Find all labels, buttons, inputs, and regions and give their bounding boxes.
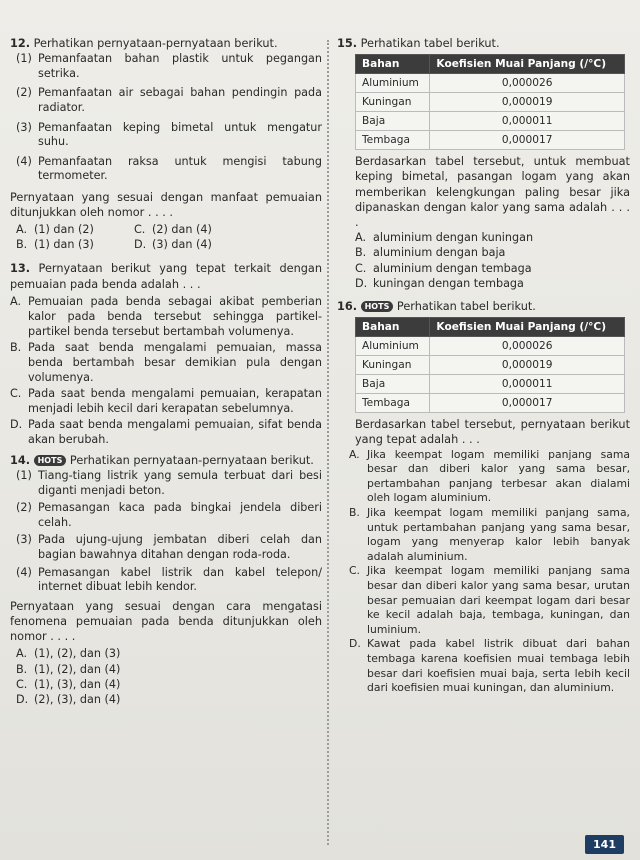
answer-option[interactable]: C. Jika keempat logam memiliki panjang sama besar dan diberi kalor yang sama besar, urutan besar pemuaian dari keempat logam dari besar ke kecil adalah baja, tembaga, kuningan, dan luminium. (349, 564, 630, 636)
answer-option[interactable]: B. Jika keempat logam memiliki panjang sama, untuk pertambahan panjang yang sama besar, logam yang menyerap kalor lebih banyak adalah aluminium. (349, 506, 630, 563)
question-stem: Perhatikan pernyataan-pernyataan berikut. (33, 37, 278, 50)
answer-option[interactable]: B. aluminium dengan baja (355, 246, 506, 260)
table-row: Aluminium 0,000026 (356, 337, 625, 356)
answer-option[interactable]: A. (1), (2), dan (3) (16, 647, 121, 661)
table-row: Kuningan 0,000019 (356, 356, 625, 375)
answer-option[interactable]: D. Kawat pada kabel listrik dibuat dari bahan tembaga karena koefisien muai tembaga lebih besar dari koefisien muai baja, serta lebih kecil dari koefisien muai kuningan, dan aluminium. (349, 637, 630, 695)
answer-option[interactable]: A. (1) dan (2) (16, 223, 94, 237)
answer-option[interactable]: C. (2) dan (4) (134, 223, 212, 237)
answer-options (10, 646, 322, 707)
question-14 (10, 453, 322, 707)
answer-option[interactable]: A. Jika keempat logam memiliki panjang sama besar dan diberi kalor yang sama besar, pertambahan panjang terbesar akan dialami oleh logam aluminium. (349, 447, 630, 505)
column-header: Bahan (356, 318, 430, 337)
right-column (337, 36, 630, 696)
page-number: 141 (585, 835, 624, 854)
statement-item: (3) Pemanfaatan keping bimetal untuk mengatur suhu. (16, 120, 322, 149)
answer-option[interactable]: D. (2), (3), dan (4) (16, 692, 121, 706)
question-number: 13. (10, 262, 31, 276)
table-header-row (356, 318, 625, 337)
answer-options (16, 222, 322, 252)
column-divider (327, 40, 329, 845)
question-prompt: Pernyataan yang sesuai dengan cara mengatasi fenomena pemuaian pada benda ditunjukkan oleh nomor . . . . (10, 599, 322, 644)
question-stem: Perhatikan tabel berikut. (360, 37, 500, 50)
answer-options (337, 230, 630, 291)
question-stem: Pernyataan berikut yang tepat terkait dengan pemuaian pada benda adalah . . . (10, 262, 322, 291)
statement-item: (4) Pemasangan kabel listrik dan kabel telepon/ internet dibuat lebih kendor. (16, 565, 322, 594)
question-number: 14. (10, 453, 31, 467)
table-row: Tembaga 0,000017 (356, 131, 625, 150)
answer-option[interactable]: A. Pemuaian pada benda sebagai akibat pemberian kalor pada benda tersebut sehingga partikel-partikel benda tersebut bertambah volumenya. (10, 294, 322, 338)
table-row: Baja 0,000011 (356, 375, 625, 394)
left-column (10, 36, 322, 707)
answer-option[interactable]: B. (1) dan (3) (16, 238, 94, 252)
statement-item: (1) Tiang-tiang listrik yang semula terbuat dari besi diganti menjadi beton. (16, 468, 322, 497)
table-row: Aluminium 0,000026 (356, 74, 625, 93)
hots-badge: HOTS (34, 455, 67, 466)
column-header: Koefisien Muai Panjang (/°C) (430, 55, 625, 74)
question-number: 12. (10, 37, 31, 50)
question-stem: Perhatikan tabel berikut. (396, 300, 536, 314)
table-header-row (356, 55, 625, 74)
answer-option[interactable]: D. kuningan dengan tembaga (355, 276, 524, 290)
question-prompt: Berdasarkan tabel tersebut, untuk membuat keping bimetal, pasangan logam yang akan memberikan kelengkungan paling besar jika dipanaskan dengan kalor yang sama adalah . . . . (355, 155, 630, 230)
question-prompt: Pernyataan yang sesuai dengan manfaat pemuaian ditunjukkan oleh nomor . . . . (10, 190, 322, 220)
question-stem: Perhatikan pernyataan-pernyataan berikut. (69, 453, 314, 467)
statement-item: (4) Pemanfaatan raksa untuk mengisi tabung termometer. (16, 154, 322, 183)
column-header: Koefisien Muai Panjang (/°C) (430, 318, 625, 337)
statement-item: (2) Pemanfaatan air sebagai bahan pendingin pada radiator. (16, 86, 322, 114)
table-row: Tembaga 0,000017 (356, 394, 625, 413)
statement-item: (3) Pada ujung-ujung jembatan diberi celah dan bagian bawahnya ditahan dengan roda-roda. (16, 533, 322, 561)
answer-option[interactable]: C. (1), (3), dan (4) (16, 677, 121, 691)
answer-option[interactable]: C. Pada saat benda mengalami pemuaian, kerapatan menjadi lebih kecil dari kerapatan sebelumnya. (10, 386, 322, 415)
table-row: Baja 0,000011 (356, 112, 625, 131)
question-15 (337, 36, 630, 291)
answer-option[interactable]: C. aluminium dengan tembaga (355, 261, 532, 275)
statement-item: (1) Pemanfaatan bahan plastik untuk pegangan setrika. (16, 52, 322, 80)
question-16 (337, 299, 630, 696)
answer-option[interactable]: B. (1), (2), dan (4) (16, 662, 121, 676)
question-number: 16. (337, 300, 358, 314)
answer-options (337, 448, 630, 696)
question-prompt: Berdasarkan tabel tersebut, pernyataan berikut yang tepat adalah . . . (355, 418, 630, 447)
hots-badge: HOTS (361, 301, 394, 312)
question-number: 15. (337, 37, 358, 50)
answer-option[interactable]: D. (3) dan (4) (134, 238, 212, 252)
answer-option[interactable]: B. Pada saat benda mengalami pemuaian, massa benda bertambah besar demikian pula dengan volumenya. (10, 340, 322, 384)
answer-option[interactable]: D. Pada saat benda mengalami pemuaian, sifat benda akan berubah. (10, 417, 322, 446)
table-row: Kuningan 0,000019 (356, 93, 625, 112)
answer-options (10, 294, 322, 447)
coefficient-table (355, 317, 625, 413)
question-13 (10, 261, 322, 446)
question-12 (10, 36, 322, 252)
statement-item: (2) Pemasangan kaca pada bingkai jendela diberi celah. (16, 501, 322, 529)
coefficient-table (355, 54, 625, 150)
column-header: Bahan (356, 55, 430, 74)
answer-option[interactable]: A. aluminium dengan kuningan (355, 231, 534, 245)
